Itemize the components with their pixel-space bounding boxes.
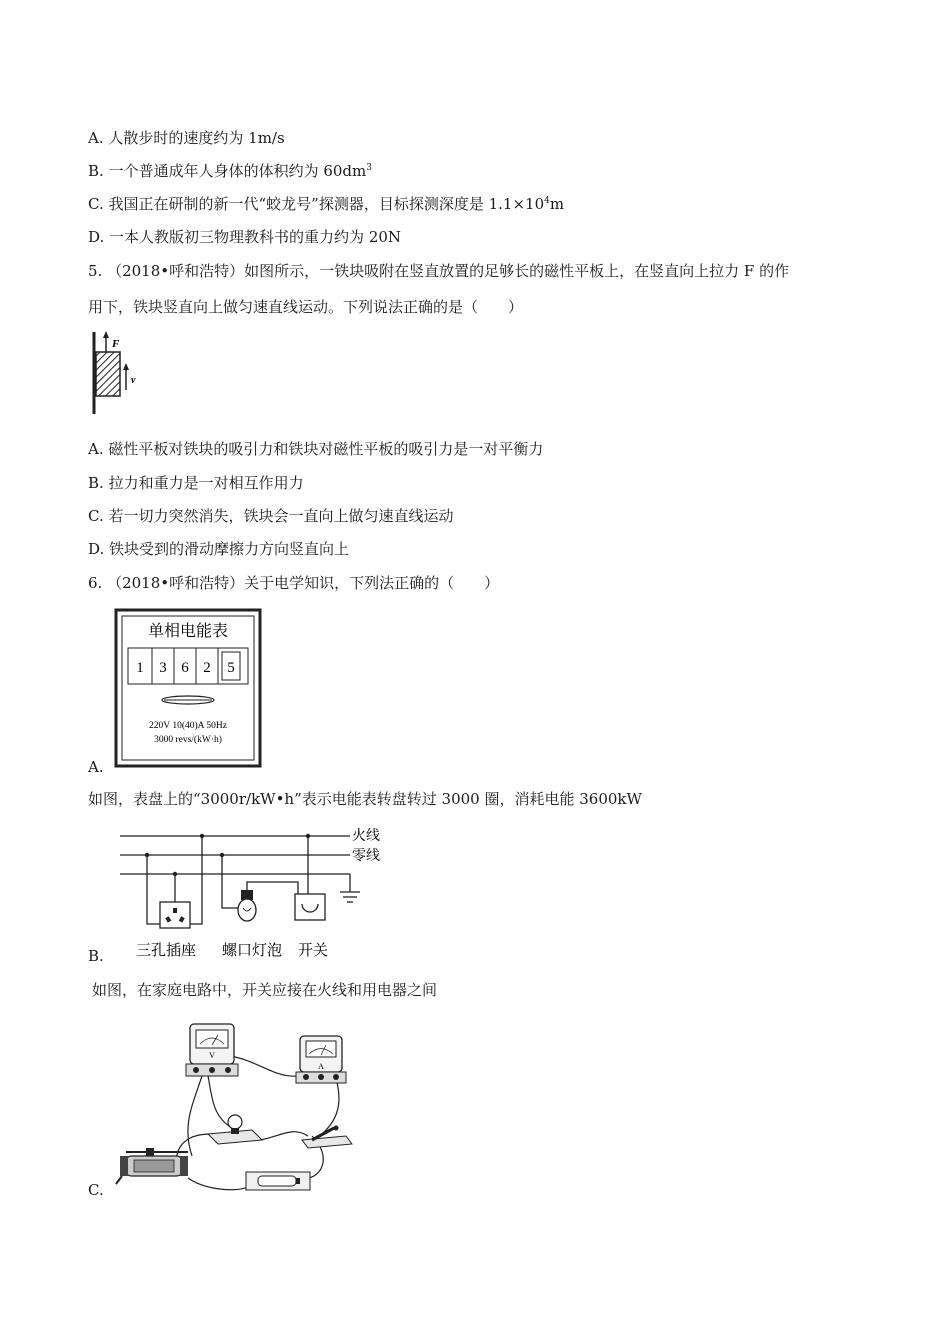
unit: m (549, 195, 565, 213)
iron-block (96, 352, 120, 396)
iron-block-figure (86, 330, 146, 416)
question-number: 6. (88, 574, 103, 592)
force-arrow-head (103, 331, 109, 338)
q6-stem (88, 573, 499, 593)
meter-digit: 3 (159, 660, 167, 676)
option-label: C. (88, 195, 104, 213)
option-text: 人散步时的速度约为 1m/s (108, 129, 285, 147)
q6-option-c-label: C. (88, 1181, 104, 1199)
option-label: C. (88, 507, 104, 525)
option-label: B. (88, 474, 104, 492)
socket-label: 三孔插座 (136, 941, 197, 959)
q5-option-b (88, 473, 304, 493)
option-text: 一本人教版初三物理教科书的重力约为 20N (109, 228, 402, 246)
meter-digit: 2 (203, 660, 211, 676)
q6-option-b-text: 如图，在家庭电路中，开关应接在火线和用电器之间 (92, 981, 438, 999)
voltmeter-label: V (209, 1051, 215, 1060)
q4-option-b (88, 161, 372, 181)
battery (246, 1172, 310, 1190)
option-text: 铁块受到的滑动摩擦力方向竖直向上 (109, 540, 350, 558)
q6-option-b-label: B. (88, 947, 104, 965)
q5-option-d (88, 539, 349, 559)
household-circuit-figure (112, 822, 392, 962)
electric-meter-figure (114, 608, 262, 768)
velocity-label: v (131, 375, 136, 386)
switch-box (295, 894, 325, 920)
bulb-label: 螺口灯泡 (222, 941, 283, 959)
q5-option-a (88, 439, 543, 459)
meter-spec-line2: 3000 revs/(kW·h) (154, 735, 222, 745)
q4-option-a (88, 128, 285, 148)
option-text: 一个普通成年人身体的体积约为 60dm (108, 162, 367, 180)
option-text: 拉力和重力是一对相互作用力 (108, 474, 304, 492)
meter-digit: 1 (136, 660, 144, 676)
meter-spec-line1: 220V 10(40)A 50Hz (149, 721, 227, 731)
switch-symbol (302, 904, 318, 912)
live-wire-label: 火线 (352, 828, 380, 844)
screw-bulb (238, 890, 256, 921)
q5-stem-line1 (88, 261, 789, 281)
option-text: 若一切力突然消失，铁块会一直向上做匀速直线运动 (108, 507, 454, 525)
option-label: D. (88, 228, 105, 246)
q5-option-c (88, 506, 454, 526)
option-label: D. (88, 540, 105, 558)
experiment-circuit-figure (112, 1016, 362, 1196)
force-label: F (112, 338, 120, 350)
question-text: （2018•呼和浩特）关于电学知识，下列法正确的（ ） (107, 574, 500, 592)
question-number: 5. (88, 262, 103, 280)
neutral-wire-label: 零线 (352, 848, 380, 864)
socket-holes (165, 908, 184, 923)
option-text: 磁性平板对铁块的吸引力和铁块对磁性平板的吸引力是一对平衡力 (108, 440, 544, 458)
option-label: A. (88, 129, 104, 147)
socket-box (160, 902, 190, 928)
q5-stem-line2: 用下，铁块竖直向上做匀速直线运动。下列说法正确的是（ ） (88, 298, 524, 316)
question-text: （2018•呼和浩特）如图所示，一铁块吸附在竖直放置的足够长的磁性平板上，在竖直向上拉力 F 的作 (107, 262, 790, 280)
ammeter (296, 1036, 346, 1083)
voltmeter (186, 1024, 238, 1076)
meter-digit: 6 (181, 660, 189, 676)
option-text: 我国正在研制的新一代“蛟龙号”探测器，目标探测深度是 1.1×10 (108, 195, 545, 213)
small-bulb (208, 1115, 262, 1144)
switch-label: 开关 (298, 941, 329, 959)
superscript: 3 (366, 163, 372, 173)
q4-option-d (88, 227, 401, 247)
q6-option-a-label: A. (88, 758, 104, 776)
meter-digit: 5 (227, 660, 235, 676)
option-label: A. (88, 440, 104, 458)
meter-title: 单相电能表 (147, 621, 229, 640)
ammeter-label: A (318, 1062, 324, 1071)
q4-option-c (88, 194, 564, 214)
q6-option-a-text: 如图，表盘上的“3000r/kW•h”表示电能表转盘转过 3000 圈，消耗电能 3600kW (88, 790, 642, 808)
option-label: B. (88, 162, 104, 180)
velocity-arrow-head (123, 363, 129, 370)
superscript: 4 (544, 196, 550, 206)
